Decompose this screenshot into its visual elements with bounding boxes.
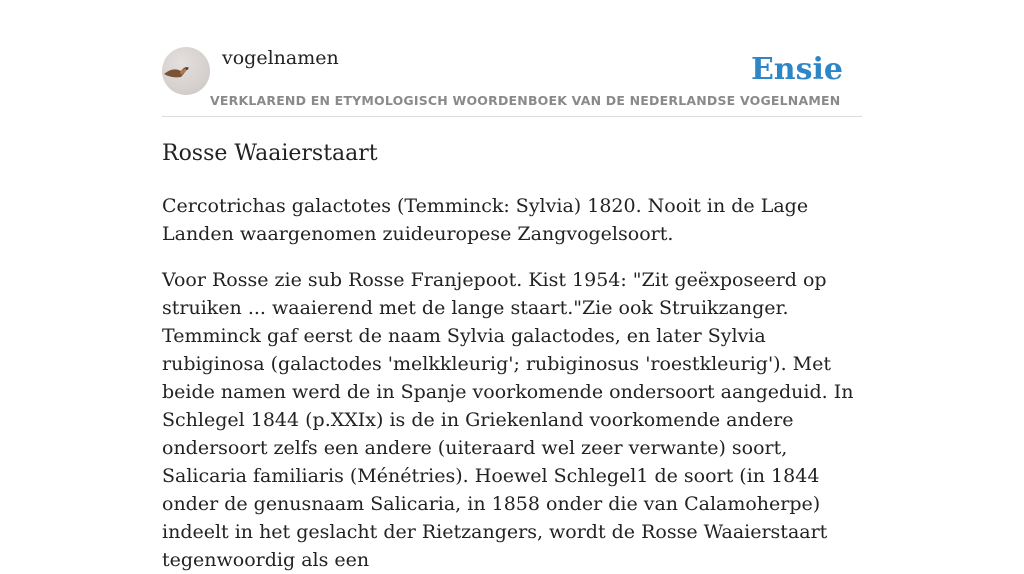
article-paragraph: Cercotrichas galactotes (Temminck: Sylvia) 1820. Nooit in de Lage Landen waargenomen zuideuropese Zangvogelsoort. — [162, 195, 809, 245]
bird-icon — [162, 47, 210, 95]
brand-logo[interactable]: Ensie — [750, 52, 843, 87]
site-header — [162, 45, 862, 117]
article-title: Rosse Waaierstaart — [162, 141, 378, 166]
article-paragraph: Voor Rosse zie sub Rosse Franjepoot. Kist 1954: "Zit geëxposeerd op struiken ... waaierend met de lange staart."Zie ook Struikzanger. Temminck gaf eerst de naam Sylvia galactodes, en later Sylvia rubiginosa (galactodes 'melkkleurig'; rubiginosus 'roestkleurig'). Met beide namen werd de in Spanje voorkomende ondersoort aangeduid. In Schlegel 1844 (p.XXIx) is de in Griekenland voorkomende andere ondersoort zelfs een andere (uiteraard wel zeer verwante) soort, Salicaria familiaris (Ménétries). Hoewel Schlegel1 de soort (in 1844 onder de genusnaam Salicaria, in 1858 onder die van Calamoherpe) indeelt in het geslacht der Rietzangers, wordt de Rosse Waaierstaart tegenwoordig als een — [162, 269, 854, 571]
site-subtitle: VERKLAREND EN ETYMOLOGISCH WOORDENBOEK VAN DE NEDERLANDSE VOGELNAMEN — [210, 93, 841, 108]
site-avatar[interactable] — [162, 47, 210, 95]
article — [162, 138, 862, 574]
site-name[interactable]: vogelnamen — [222, 47, 339, 69]
